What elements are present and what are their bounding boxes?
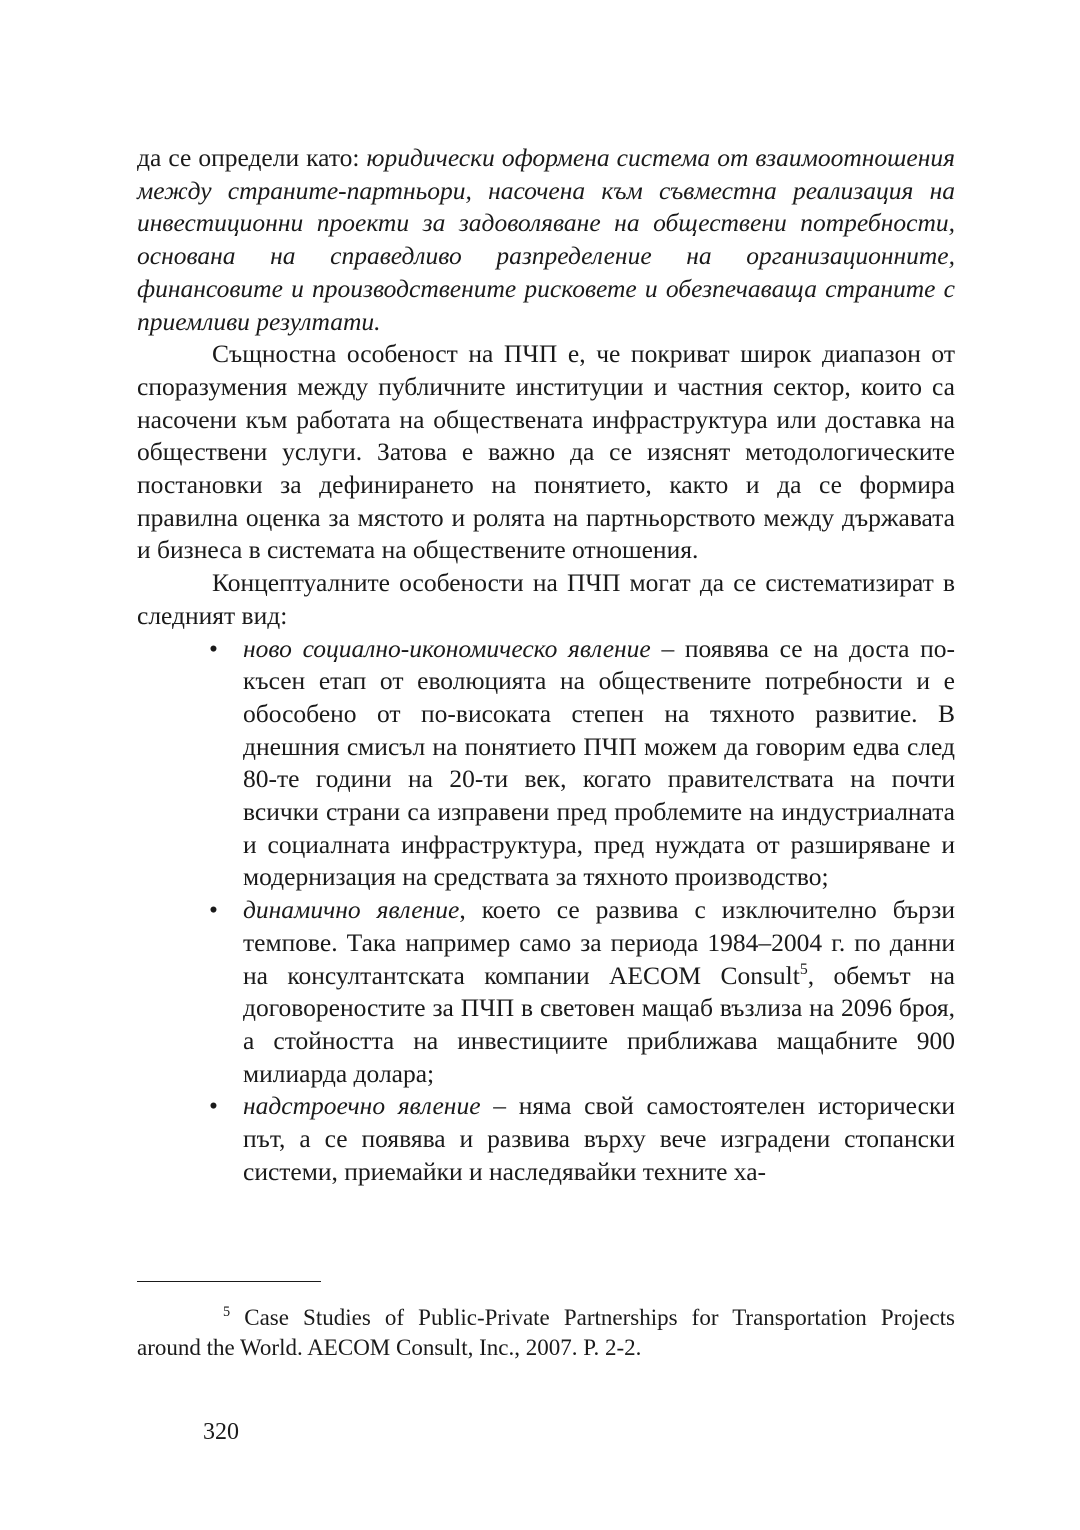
body-text: [137, 142, 955, 1189]
bullet-icon: •: [209, 633, 218, 663]
footnote-mark: 5: [223, 1304, 231, 1321]
paragraph-definition: [137, 142, 955, 338]
bullet-icon: •: [209, 1091, 218, 1121]
list-item-text: – няма свой самостоятелен исторически път, а се появява и развива върху вече изградени стопански системи, приемайки и наследявайки техните ха-: [243, 1091, 955, 1186]
page-number: 320: [203, 1419, 239, 1445]
footnote: [137, 1303, 955, 1363]
paragraph-essence: Същностна особеност на ПЧП е, че покриват широк диапазон от споразумения между публичните институции и частния сектор, които са насочени към работата на обществената инфраструктура или доставка на обществени услуги. Затова е важно да се изяснят методологическите постановки за дефинирането на понятието, както и да се формира правилна оценка за мястото и ролята на партньорството между държавата и бизнеса в системата на обществените отношения.: [137, 339, 955, 565]
features-list: [137, 633, 955, 1189]
definition-text: юридически оформена система от взаимоотношения между страните-партньори, насочена към съвместна реализация на инвестиционни проекти за задоволяване на обществени потребности, основана на справедливо разпределение на организационните, финансовите и производствените рисковете и обезпечаваща страните с приемливи резултати.: [137, 143, 955, 336]
list-item: [209, 894, 956, 1090]
footnote-divider: [137, 1281, 321, 1282]
footnote-reference[interactable]: 5: [799, 960, 808, 978]
bullet-icon: •: [209, 895, 218, 925]
list-item-text: , което се развива с изключително бързи темпове. Така например само за периода 1984–2004 г. по данни на консултантската компании AECOM Consult: [243, 895, 956, 990]
list-item: [209, 1090, 955, 1188]
list-item-term: ново социално-икономическо явление: [243, 633, 651, 663]
footnote-citation: Case Studies of Public-Private Partnerships for Transportation Projects around the World. AECOM Consult, Inc., 2007. P. 2-2.: [137, 1305, 955, 1360]
list-item-text: – появява се на доста по-късен етап от еволюцията на обществените потребности и е обособено от по-високата степен на тяхното развитие. В днешния смисъл на понятието ПЧП можем да говорим едва след 80-те години на 20-ти век, когато правителствата на почти всички страни са изправени пред проблемите на индустриалната и социалната инфраструктура, пред нуждата от разширяване и модернизация на средствата за тяхното производство;: [243, 633, 955, 892]
footnote-text: [137, 1303, 955, 1363]
list-item: [209, 633, 955, 895]
paragraph-lead: да се определи като:: [137, 143, 367, 172]
list-item-term: динамично явление: [243, 895, 460, 925]
list-item-text-continued: , обемът на договореностите за ПЧП в световен мащаб възлиза на 2096 броя, а стойността на инвестициите приближава мащабните 900 милиарда долара;: [243, 960, 956, 1088]
paragraph-concepts: Концептуалните особености на ПЧП могат да се систематизират в следният вид:: [137, 568, 955, 630]
list-item-term: надстроечно явление: [243, 1091, 481, 1121]
